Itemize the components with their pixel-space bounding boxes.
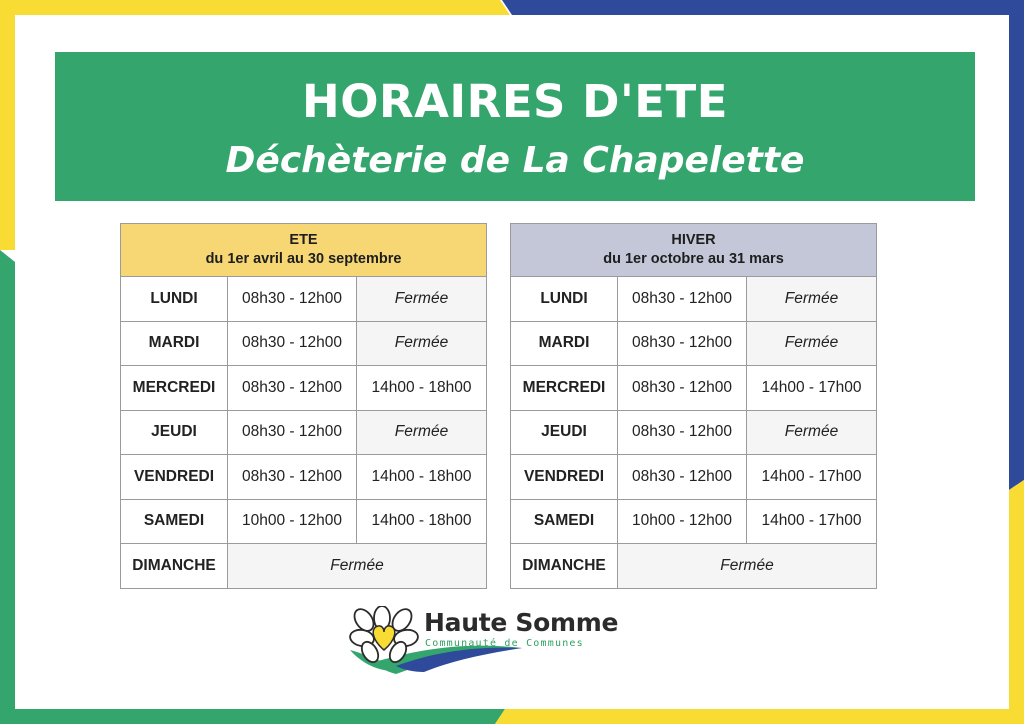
frame-yellow-left — [0, 0, 15, 250]
summer-row-saturday — [121, 499, 487, 544]
winter-row-tuesday — [511, 321, 877, 366]
page-subtitle: Déchèterie de La Chapelette — [225, 140, 805, 181]
summer-header-row — [121, 224, 487, 277]
title-banner — [55, 52, 975, 201]
summer-day-label: DIMANCHE — [121, 544, 228, 589]
summer-schedule-table — [120, 223, 487, 589]
summer-sunday-status: Fermée — [228, 544, 487, 589]
winter-schedule-table — [510, 223, 877, 589]
summer-morning-hours: 08h30 - 12h00 — [228, 455, 357, 500]
winter-morning-hours: 08h30 - 12h00 — [618, 277, 747, 322]
winter-day-label: MERCREDI — [511, 366, 618, 411]
summer-day-label: VENDREDI — [121, 455, 228, 500]
winter-morning-hours: 08h30 - 12h00 — [618, 410, 747, 455]
winter-header-row — [511, 224, 877, 277]
winter-row-wednesday — [511, 366, 877, 411]
summer-morning-hours: 10h00 - 12h00 — [228, 499, 357, 544]
winter-afternoon-hours: 14h00 - 17h00 — [747, 366, 877, 411]
winter-afternoon-hours: Fermée — [747, 321, 877, 366]
winter-period-label: du 1er octobre au 31 mars — [603, 251, 784, 267]
logo-tagline: Communauté de Communes — [425, 638, 584, 649]
summer-morning-hours: 08h30 - 12h00 — [228, 321, 357, 366]
summer-afternoon-hours: 14h00 - 18h00 — [357, 499, 487, 544]
winter-row-monday — [511, 277, 877, 322]
summer-row-monday — [121, 277, 487, 322]
summer-morning-hours: 08h30 - 12h00 — [228, 366, 357, 411]
haute-somme-logo — [344, 606, 654, 678]
winter-day-label: JEUDI — [511, 410, 618, 455]
summer-period-label: du 1er avril au 30 septembre — [205, 251, 402, 267]
winter-day-label: DIMANCHE — [511, 544, 618, 589]
frame-yellow-right — [1009, 480, 1024, 724]
summer-afternoon-hours: Fermée — [357, 277, 487, 322]
frame-blue-right — [1009, 0, 1024, 490]
frame-green-left — [0, 250, 15, 724]
frame-yellow-bottom-right — [495, 709, 1024, 724]
summer-afternoon-hours: 14h00 - 18h00 — [357, 455, 487, 500]
winter-day-label: SAMEDI — [511, 499, 618, 544]
winter-day-label: MARDI — [511, 321, 618, 366]
winter-afternoon-hours: 14h00 - 17h00 — [747, 499, 877, 544]
summer-day-label: LUNDI — [121, 277, 228, 322]
winter-header — [511, 224, 877, 277]
winter-day-label: LUNDI — [511, 277, 618, 322]
winter-row-thursday — [511, 410, 877, 455]
winter-afternoon-hours: 14h00 - 17h00 — [747, 455, 877, 500]
winter-sunday-status: Fermée — [618, 544, 877, 589]
winter-row-sunday — [511, 544, 877, 589]
summer-row-friday — [121, 455, 487, 500]
frame-green-bottom-left — [0, 709, 505, 724]
winter-morning-hours: 10h00 - 12h00 — [618, 499, 747, 544]
summer-afternoon-hours: Fermée — [357, 321, 487, 366]
winter-row-saturday — [511, 499, 877, 544]
summer-day-label: MARDI — [121, 321, 228, 366]
summer-morning-hours: 08h30 - 12h00 — [228, 277, 357, 322]
logo-name: Haute Somme — [424, 608, 619, 637]
winter-afternoon-hours: Fermée — [747, 410, 877, 455]
summer-day-label: SAMEDI — [121, 499, 228, 544]
summer-row-thursday — [121, 410, 487, 455]
summer-row-tuesday — [121, 321, 487, 366]
summer-morning-hours: 08h30 - 12h00 — [228, 410, 357, 455]
page-title: HORAIRES D'ETE — [302, 75, 728, 128]
summer-day-label: MERCREDI — [121, 366, 228, 411]
summer-header — [121, 224, 487, 277]
summer-day-label: JEUDI — [121, 410, 228, 455]
summer-season-label: ETE — [289, 232, 318, 248]
frame-blue-top-right — [502, 0, 1024, 15]
summer-afternoon-hours: Fermée — [357, 410, 487, 455]
winter-morning-hours: 08h30 - 12h00 — [618, 321, 747, 366]
summer-row-sunday — [121, 544, 487, 589]
winter-afternoon-hours: Fermée — [747, 277, 877, 322]
frame-yellow-top-left — [0, 0, 510, 15]
winter-morning-hours: 08h30 - 12h00 — [618, 455, 747, 500]
winter-day-label: VENDREDI — [511, 455, 618, 500]
winter-row-friday — [511, 455, 877, 500]
summer-row-wednesday — [121, 366, 487, 411]
summer-afternoon-hours: 14h00 - 18h00 — [357, 366, 487, 411]
winter-season-label: HIVER — [671, 232, 716, 248]
winter-morning-hours: 08h30 - 12h00 — [618, 366, 747, 411]
